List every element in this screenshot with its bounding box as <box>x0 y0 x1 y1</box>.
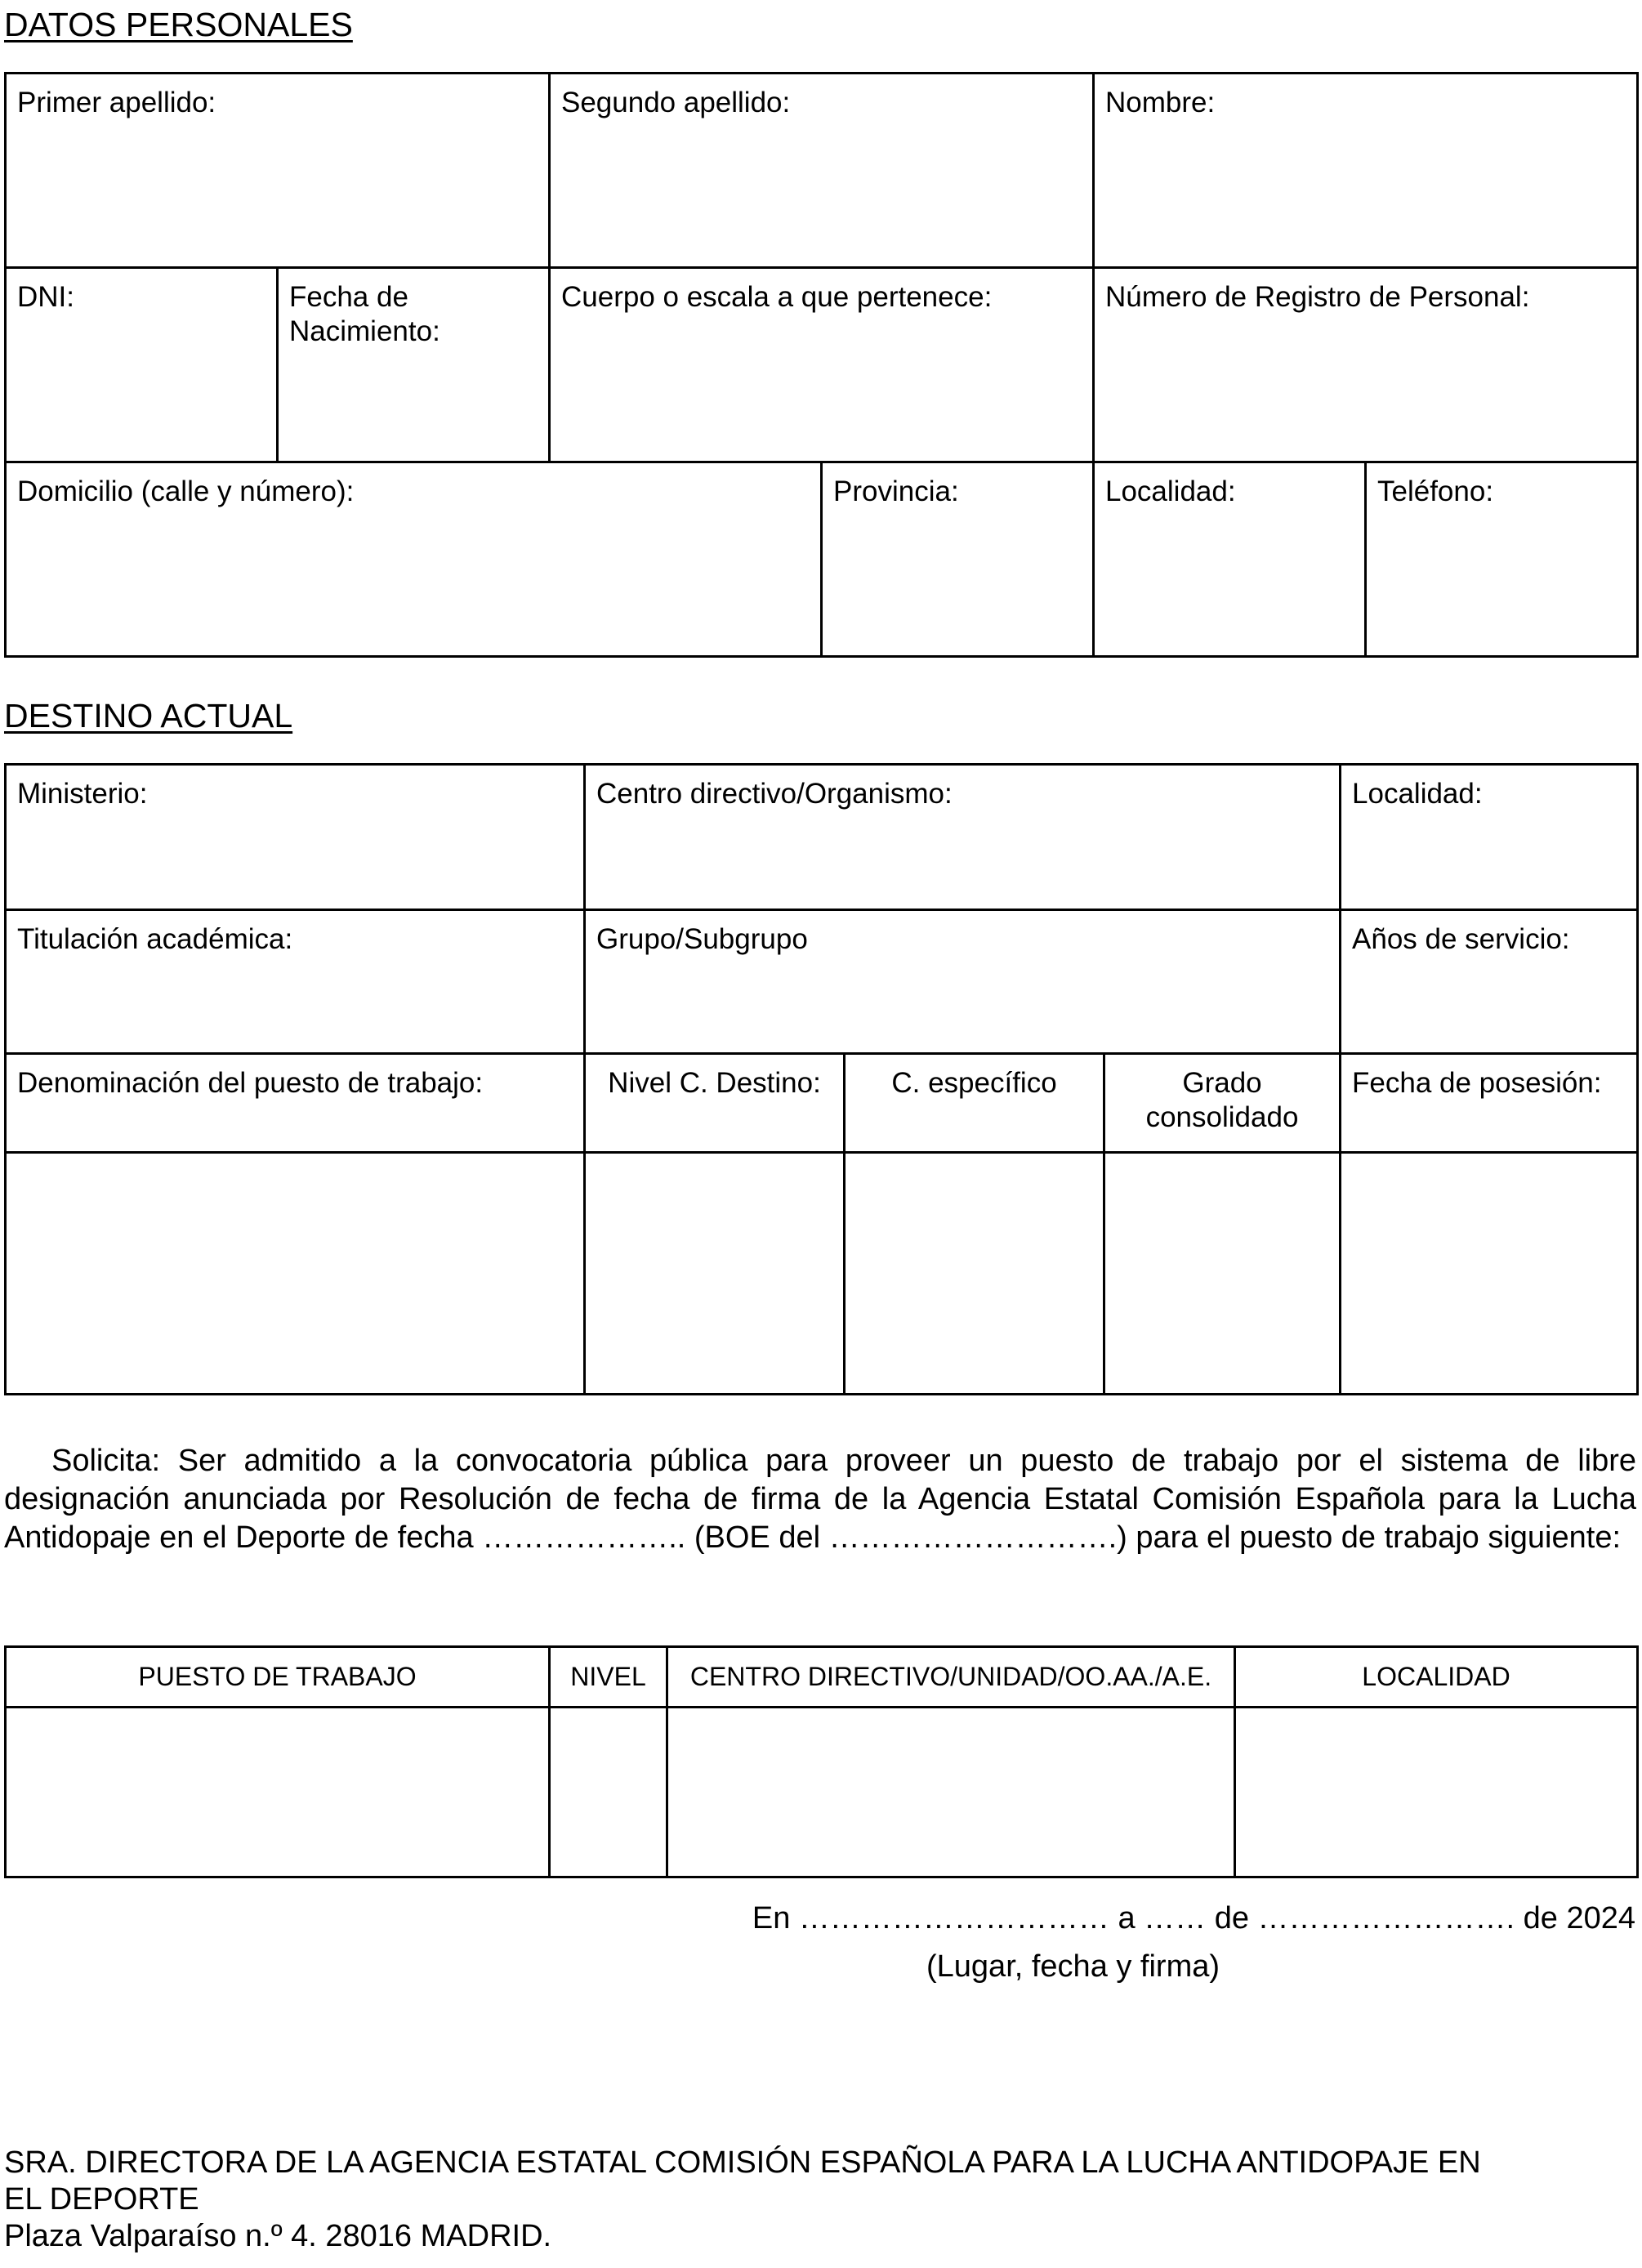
datos-personales-heading: DATOS PERSONALES <box>4 6 353 43</box>
destino-actual-heading: DESTINO ACTUAL <box>4 697 293 734</box>
nombre-field[interactable]: Nombre: <box>1094 74 1638 268</box>
grupo-subgrupo-field[interactable]: Grupo/Subgrupo <box>585 910 1341 1054</box>
grado-consolidado-input[interactable] <box>1104 1153 1341 1395</box>
puesto-input[interactable] <box>6 1708 550 1877</box>
centro-directivo-field[interactable]: Centro directivo/Organismo: <box>585 765 1341 910</box>
addressee-line-2: EL DEPORTE <box>4 2182 199 2217</box>
nivel-input[interactable] <box>550 1708 667 1877</box>
puesto-table <box>4 1645 1639 1878</box>
datos-personales-table <box>4 72 1639 658</box>
ministerio-field[interactable]: Ministerio: <box>6 765 585 910</box>
centro-directivo-header: CENTRO DIRECTIVO/UNIDAD/OO.AA./A.E. <box>667 1647 1235 1708</box>
solicita-paragraph <box>4 1442 1636 1557</box>
telefono-field[interactable]: Teléfono: <box>1366 462 1638 657</box>
addressee-line-3: Plaza Valparaíso n.º 4. 28016 MADRID. <box>4 2219 552 2253</box>
destino-localidad-field[interactable]: Localidad: <box>1341 765 1638 910</box>
fecha-posesion-label: Fecha de posesión: <box>1341 1054 1638 1153</box>
numero-registro-personal-field[interactable]: Número de Registro de Personal: <box>1094 268 1638 462</box>
dni-field[interactable]: DNI: <box>6 268 278 462</box>
nivel-header: NIVEL <box>550 1647 667 1708</box>
lugar-fecha-line: En ………………………… a …… de ……………………. de 2024 <box>752 1901 1635 1935</box>
solicita-text: Ser admitido a la convocatoria pública para proveer un puesto de trabajo por el sistema de libre designación anunciada por Resolución de fecha de firma de la Agencia Estatal Comisión Española para la Lucha Antidopaje en el Deporte de fecha ……………….. (BOE del ……………………….) para el puesto de trabajo siguiente: <box>4 1444 1636 1555</box>
complemento-especifico-label: C. específico <box>845 1054 1104 1153</box>
titulacion-academica-field[interactable]: Titulación académica: <box>6 910 585 1054</box>
solicita-label: Solicita: <box>51 1444 161 1478</box>
grado-consolidado-label: Grado consolidado <box>1104 1054 1341 1153</box>
localidad-input[interactable] <box>1235 1708 1638 1877</box>
destino-actual-table <box>4 763 1639 1395</box>
denominacion-puesto-label: Denominación del puesto de trabajo: <box>6 1054 585 1153</box>
cuerpo-escala-field[interactable]: Cuerpo o escala a que pertenece: <box>550 268 1094 462</box>
complemento-especifico-input[interactable] <box>845 1153 1104 1395</box>
nivel-destino-label: Nivel C. Destino: <box>585 1054 845 1153</box>
nivel-destino-input[interactable] <box>585 1153 845 1395</box>
addressee-line-1: SRA. DIRECTORA DE LA AGENCIA ESTATAL COMISIÓN ESPAÑOLA PARA LA LUCHA ANTIDOPAJE EN <box>4 2145 1481 2180</box>
fecha-posesion-input[interactable] <box>1341 1153 1638 1395</box>
provincia-field[interactable]: Provincia: <box>822 462 1094 657</box>
centro-directivo-input[interactable] <box>667 1708 1235 1877</box>
fecha-nacimiento-field[interactable]: Fecha de Nacimiento: <box>278 268 550 462</box>
puesto-header: PUESTO DE TRABAJO <box>6 1647 550 1708</box>
firma-caption: (Lugar, fecha y firma) <box>926 1949 1220 1984</box>
denominacion-puesto-input[interactable] <box>6 1153 585 1395</box>
anos-servicio-field[interactable]: Años de servicio: <box>1341 910 1638 1054</box>
localidad-header: LOCALIDAD <box>1235 1647 1638 1708</box>
localidad-field[interactable]: Localidad: <box>1094 462 1366 657</box>
domicilio-field[interactable]: Domicilio (calle y número): <box>6 462 822 657</box>
primer-apellido-field[interactable]: Primer apellido: <box>6 74 550 268</box>
segundo-apellido-field[interactable]: Segundo apellido: <box>550 74 1094 268</box>
